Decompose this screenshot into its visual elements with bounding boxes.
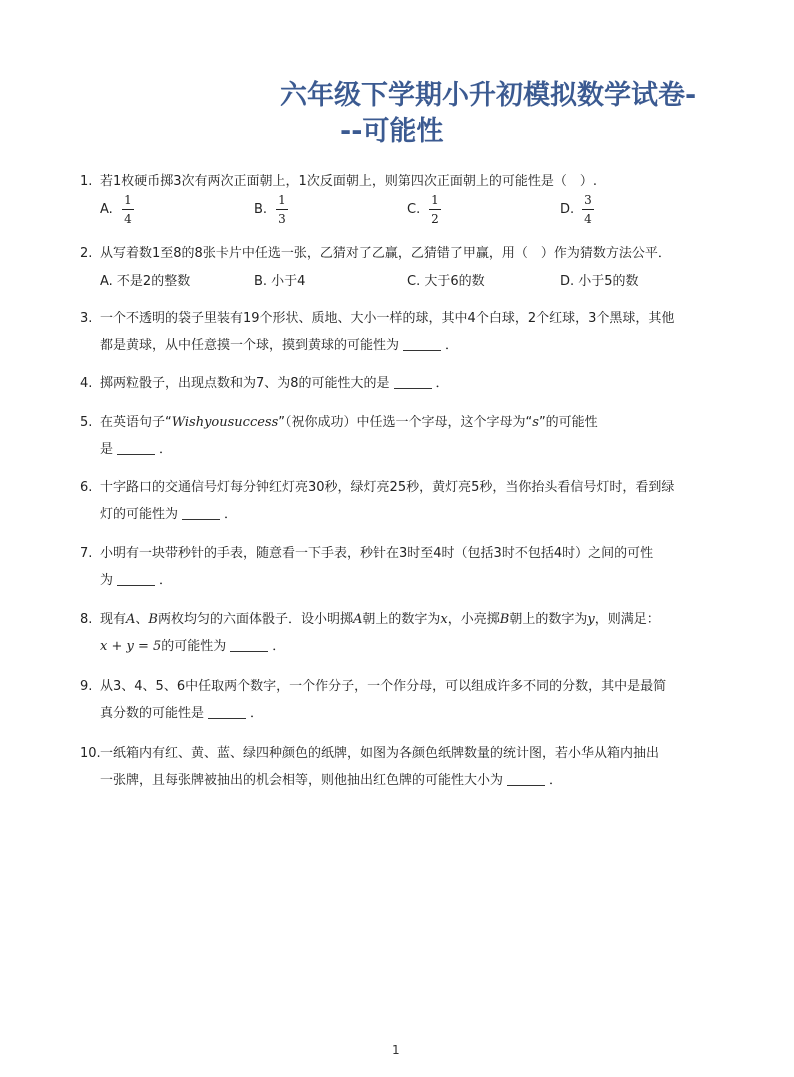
punctuation: ． — [159, 573, 173, 588]
question-number: 5. — [80, 415, 93, 430]
option-c: C. 大于6的数 — [407, 274, 485, 289]
question-number: 8. — [80, 612, 93, 627]
punctuation: ． — [224, 507, 238, 522]
question-continuation — [80, 436, 720, 463]
question-number: 10. — [80, 746, 101, 761]
question-text: 朝上的数字为 — [509, 612, 588, 627]
question-10 — [80, 740, 720, 794]
question-number: 9. — [80, 679, 93, 694]
question-text: 掷两粒骰子，出现点数和为7、为8的可能性大的是 — [100, 376, 390, 391]
title-line-1: 六年级下学期小升初模拟数学试卷- — [280, 80, 697, 111]
punctuation: ． — [250, 706, 264, 721]
denominator: 4 — [584, 212, 592, 226]
question-text: 现有 — [100, 612, 127, 627]
question-text-line-1: 十字路口的交通信号灯每分钟红灯亮30秒，绿灯亮25秒，黄灯亮5秒，当你抬头看信号灯时，看到绿 — [100, 480, 675, 495]
option-a: A. 不是2的整数 — [100, 274, 191, 289]
question-text-line-2: 真分数的可能性是 — [100, 706, 205, 721]
option-d: D. 小于5的数 — [560, 274, 639, 289]
numerator: 1 — [431, 193, 439, 207]
punctuation: ． — [435, 376, 449, 391]
equation: x + y = 5 — [100, 639, 162, 654]
math-var: B — [148, 612, 158, 627]
question-text: 、 — [135, 612, 149, 627]
answer-blank — [230, 637, 268, 652]
question-5 — [80, 409, 720, 463]
math-var: B — [499, 612, 510, 627]
question-continuation — [80, 501, 720, 528]
answer-blank — [403, 336, 441, 351]
question-text-line-1: 小明有一块带秒针的手表，随意看一下手表，秒针在3时至4时（包括3时不包括4时）之间的可性 — [100, 546, 654, 561]
question-1-options — [100, 193, 660, 229]
answer-blank — [117, 571, 155, 586]
answer-blank — [208, 704, 246, 719]
question-text-line-2: 是 — [100, 442, 114, 457]
option-label: D. — [560, 202, 575, 217]
question-continuation — [80, 332, 720, 359]
question-number: 1. — [80, 174, 93, 189]
math-var: A — [126, 612, 136, 627]
target-letter: s — [532, 415, 539, 430]
question-number: 2. — [80, 246, 93, 261]
question-text: 若1枚硬币掷3次有两次正面朝上，1次反面朝上，则第四次正面朝上的可能性是（ ）. — [100, 174, 597, 189]
fraction — [429, 193, 441, 226]
question-text: ，小亮掷 — [447, 612, 500, 627]
denominator: 2 — [431, 212, 439, 226]
question-text: 从写着数1至8的8张卡片中任选一张，乙猜对了乙赢，乙猜错了甲赢，用（ ）作为猜数方法公平． — [100, 246, 671, 261]
english-phrase: Wishyousuccess — [171, 415, 279, 430]
fraction — [582, 193, 594, 226]
question-continuation — [80, 767, 720, 794]
question-3 — [80, 305, 720, 359]
denominator: 4 — [124, 212, 132, 226]
question-text: ”的可能性 — [538, 415, 598, 430]
numerator: 3 — [584, 193, 592, 207]
punctuation: ． — [272, 639, 286, 654]
question-7 — [80, 540, 720, 594]
fraction — [276, 193, 288, 226]
question-1 — [80, 168, 720, 195]
question-text-line-1: 从3、4、5、6中任取两个数字，一个作分子，一个作分母，可以组成许多不同的分数，其中是最简 — [100, 679, 667, 694]
question-text: 朝上的数字为 — [362, 612, 441, 627]
question-6 — [80, 474, 720, 528]
question-text-line-2: 灯的可能性为 — [100, 507, 179, 522]
punctuation: ． — [445, 338, 459, 353]
question-text-line-2: 的可能性为 — [161, 639, 227, 654]
question-number: 7. — [80, 546, 93, 561]
math-var: x — [440, 612, 448, 627]
question-text: 两枚均匀的六面体骰子．设小明掷 — [157, 612, 353, 627]
question-text: ”（祝你成功）中任选一个字母，这个字母为“ — [278, 415, 533, 430]
question-text: 在英语句子“ — [100, 415, 172, 430]
answer-blank — [507, 771, 545, 786]
title-line-2: --可能性 — [340, 116, 444, 147]
answer-blank — [182, 505, 220, 520]
option-label: B. — [254, 202, 268, 217]
question-continuation — [80, 567, 720, 594]
denominator: 3 — [278, 212, 286, 226]
question-number: 3. — [80, 311, 93, 326]
option-label: A. — [100, 202, 113, 217]
question-8 — [80, 606, 720, 660]
question-number: 4. — [80, 376, 93, 391]
question-text-line-2: 一张牌，且每张牌被抽出的机会相等，则他抽出红色牌的可能性大小为 — [100, 773, 504, 788]
fraction — [122, 193, 134, 226]
question-text-line-2: 为 — [100, 573, 114, 588]
math-var: A — [353, 612, 363, 627]
question-number: 6. — [80, 480, 93, 495]
question-2 — [80, 240, 720, 267]
question-text: ，则满足： — [594, 612, 660, 627]
answer-blank — [394, 374, 432, 389]
answer-blank — [117, 440, 155, 455]
question-2-options — [100, 270, 700, 290]
question-text-line-1: 一纸箱内有红、黄、蓝、绿四种颜色的纸牌，如图为各颜色纸牌数量的统计图，若小华从箱内抽出 — [100, 746, 660, 761]
page-number: 1 — [392, 1043, 400, 1057]
question-continuation — [80, 700, 720, 727]
question-9 — [80, 673, 720, 727]
punctuation: ． — [549, 773, 563, 788]
option-label: C. — [407, 202, 421, 217]
numerator: 1 — [124, 193, 132, 207]
question-4 — [80, 370, 720, 397]
question-continuation — [80, 633, 720, 660]
question-text-line-2: 都是黄球，从中任意摸一个球，摸到黄球的可能性为 — [100, 338, 400, 353]
numerator: 1 — [278, 193, 286, 207]
question-text-line-1: 一个不透明的袋子里装有19个形状、质地、大小一样的球，其中4个白球，2个红球，3个黑球，其他 — [100, 311, 675, 326]
page-title — [280, 78, 750, 150]
punctuation: ． — [159, 442, 173, 457]
math-var: y — [587, 612, 595, 627]
option-b: B. 小于4 — [254, 274, 306, 289]
